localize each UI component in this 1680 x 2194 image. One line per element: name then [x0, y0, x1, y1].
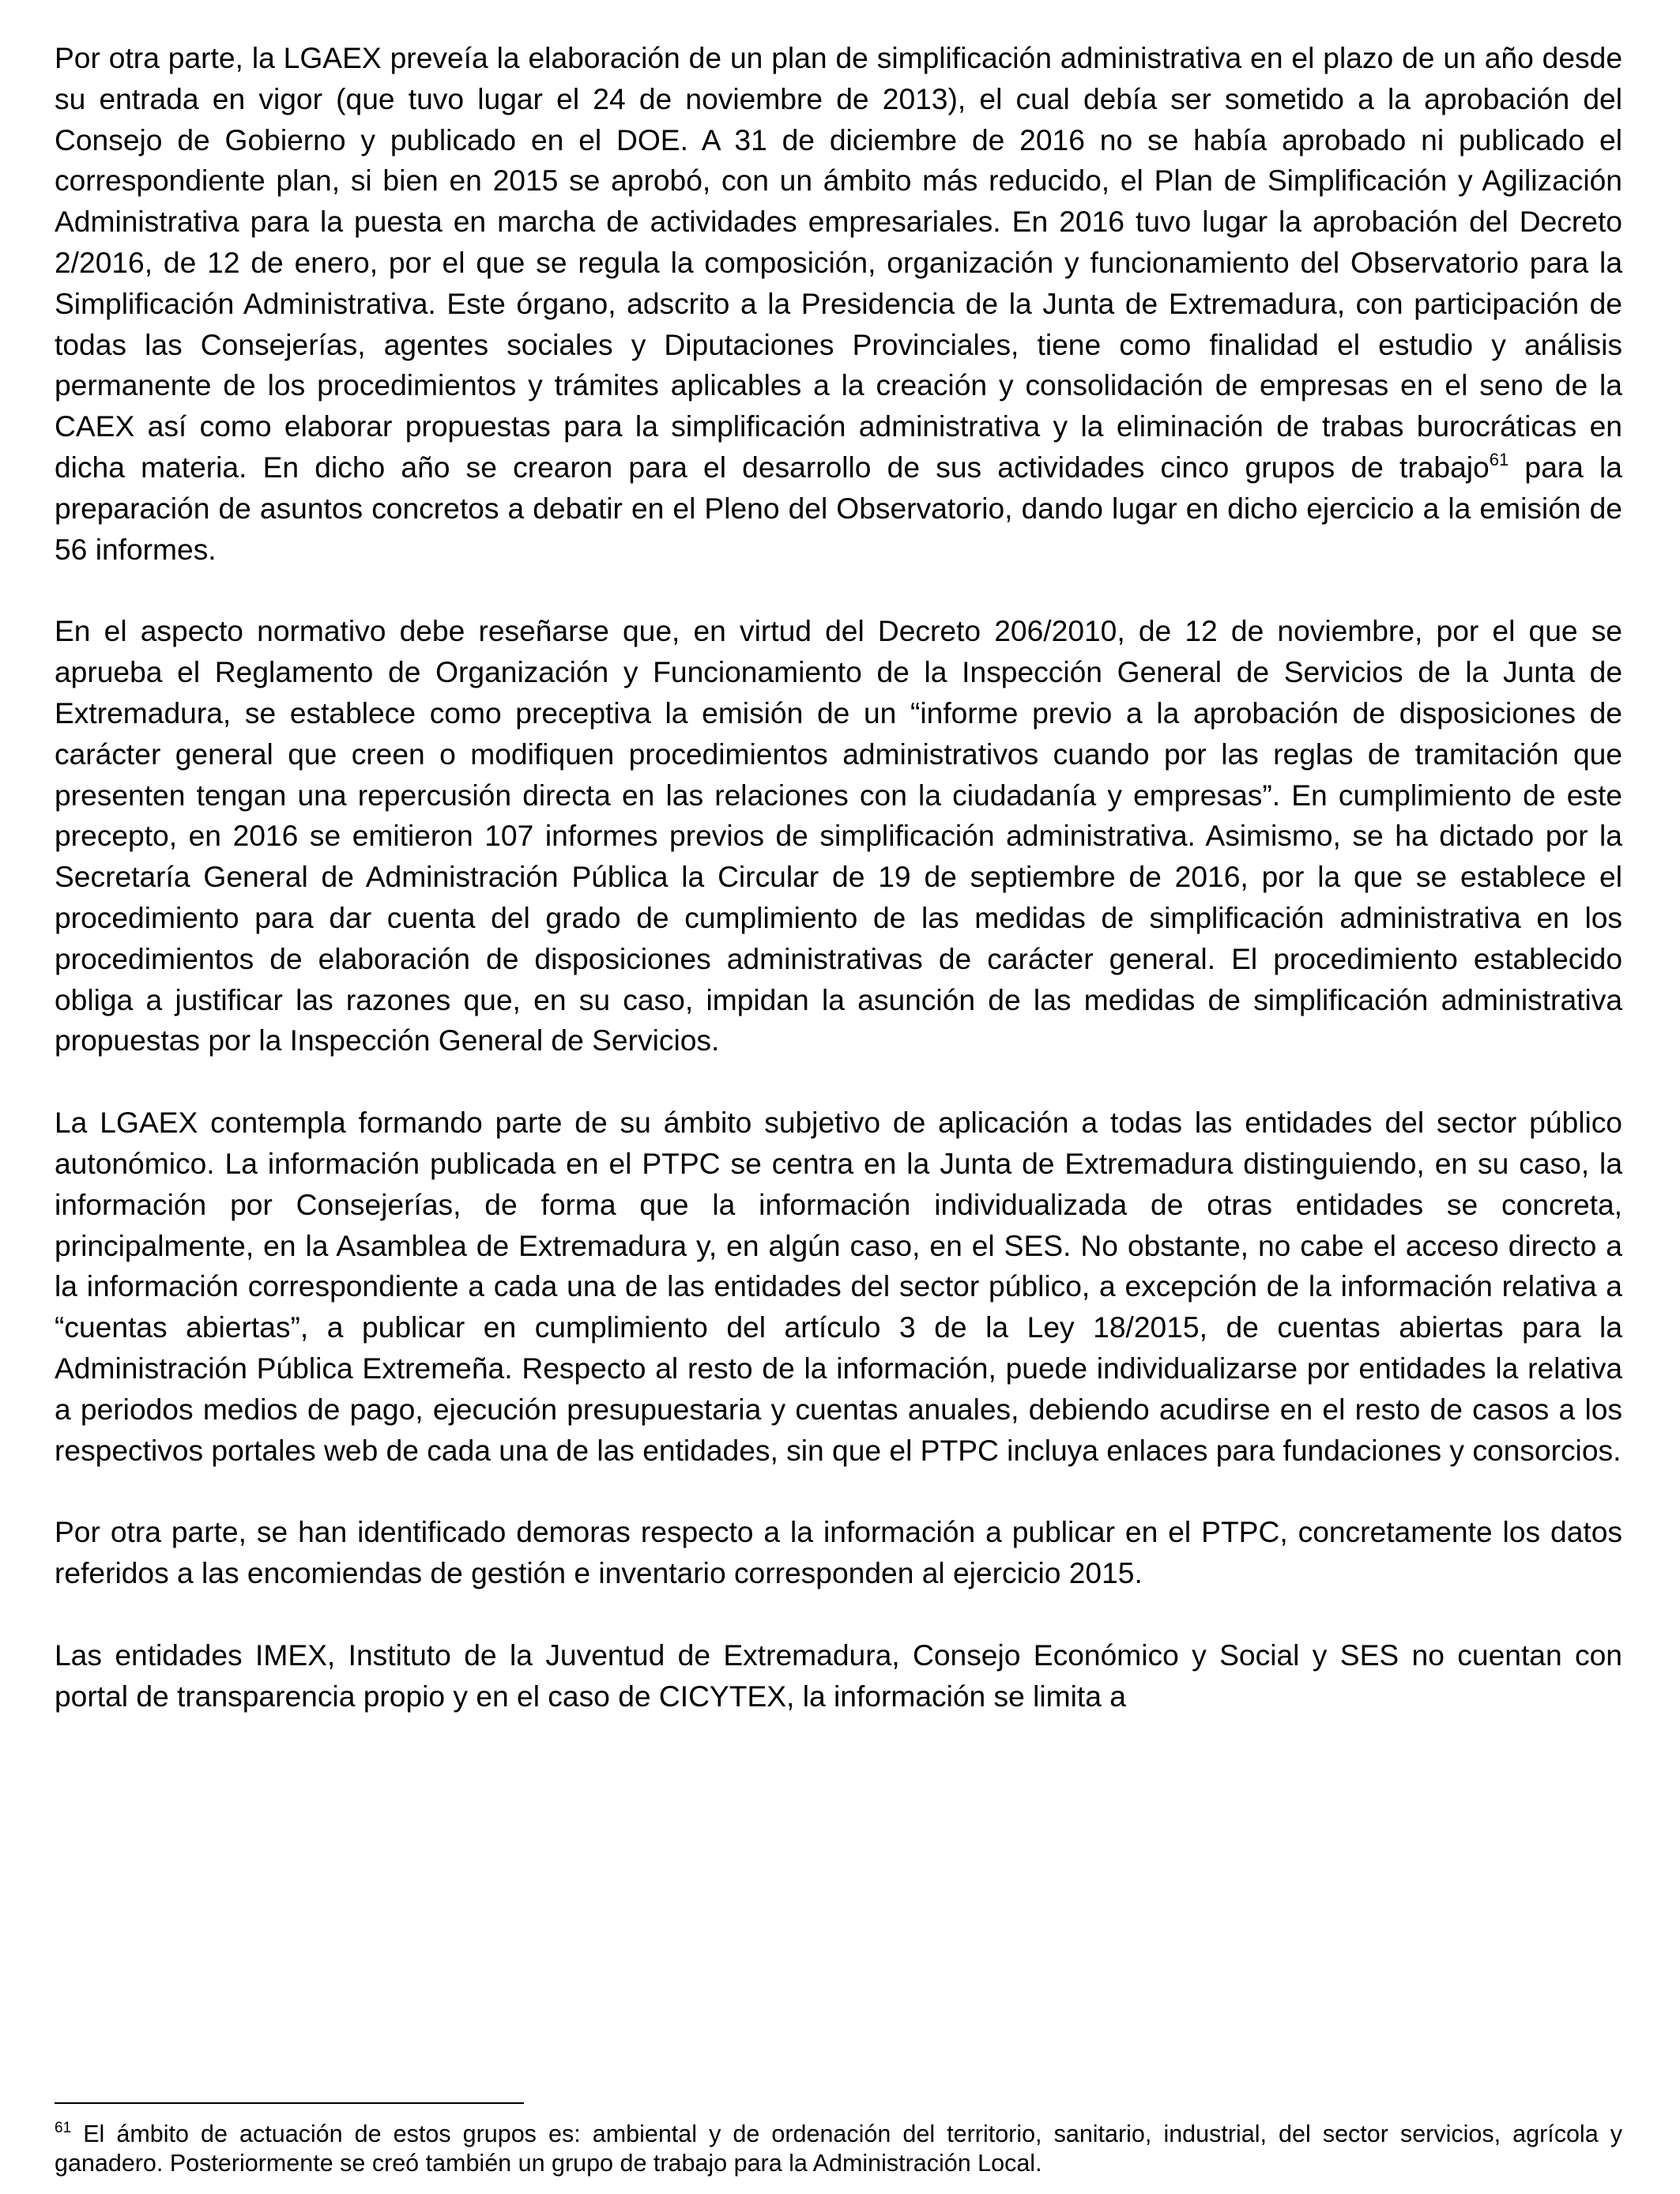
paragraph-text: para la preparación de asuntos concretos a debatir en el Pleno del Observatorio, dando lugar en dicho ejercicio a la emisión de 56 informes.	[55, 450, 1622, 566]
footnote-text: El ámbito de actuación de estos grupos es: ambiental y de ordenación del territorio, sanitario, industrial, del sector servicios, agrícola y ganadero. Posteriormente se creó también un grupo de trabajo para la Administración Local.	[55, 2120, 1622, 2177]
paragraph-text: Por otra parte, la LGAEX preveía la elaboración de un plan de simplificación administrativa en el plazo de un año desde su entrada en vigor (que tuvo lugar el 24 de noviembre de 2013), el cual debía ser sometido a la aprobación del Consejo de Gobierno y publicado en el DOE. A 31 de diciembre de 2016 no se había aprobado ni publicado el correspondiente plan, si bien en 2015 se aprobó, con un ámbito más reducido, el Plan de Simplificación y Agilización Administrativa para la puesta en marcha de actividades empresariales. En 2016 tuvo lugar la aprobación del Decreto 2/2016, de 12 de enero, por el que se regula la composición, organización y funcionamiento del Observatorio para la Simplificación Administrativa. Este órgano, adscrito a la Presidencia de la Junta de Extremadura, con participación de todas las Consejerías, agentes sociales y Diputaciones Provinciales, tiene como finalidad el estudio y análisis permanente de los procedimientos y trámites aplicables a la creación y consolidación de empresas en el seno de la CAEX así como elaborar propuestas para la simplificación administrativa y la eliminación de trabas burocráticas en dicha materia. En dicho año se crearon para el desarrollo de sus actividades cinco grupos de trabajo	[55, 41, 1622, 484]
footnote-separator	[55, 2102, 524, 2104]
paragraph-normative-aspect: En el aspecto normativo debe reseñarse que, en virtud del Decreto 206/2010, de 12 de noviembre, por el que se aprueba el Reglamento de Organización y Funcionamiento de la Inspección General de Servicios de la Junta de Extremadura, se establece como preceptiva la emisión de un “informe previo a la aprobación de disposiciones de carácter general que creen o modifiquen procedimientos administrativos cuando por las reglas de tramitación que presenten tengan una repercusión directa en las relaciones con la ciudadanía y empresas”. En cumplimiento de este precepto, en 2016 se emitieron 107 informes previos de simplificación administrativa. Asimismo, se ha dictado por la Secretaría General de Administración Pública la Circular de 19 de septiembre de 2016, por la que se establece el procedimiento para dar cuenta del grado de cumplimiento de las medidas de simplificación administrativa en los procedimientos de elaboración de disposiciones administrativas de carácter general. El procedimiento establecido obliga a justificar las razones que, en su caso, impidan la asunción de las medidas de simplificación administrativa propuestas por la Inspección General de Servicios.	[55, 614, 1622, 1057]
paragraph-transparency-portals: Las entidades IMEX, Instituto de la Juventud de Extremadura, Consejo Económico y Social y SES no cuentan con portal de transparencia propio y en el caso de CICYTEX, la información se limita a	[55, 1638, 1622, 1713]
footnote	[55, 2120, 1622, 2178]
footnote-reference: 61	[1489, 449, 1509, 469]
footnote-mark: 61	[55, 2120, 72, 2136]
paragraph-simplification-plan	[55, 38, 1622, 570]
paragraph-publication-delays: Por otra parte, se han identificado demoras respecto a la información a publicar en el PTPC, concretamente los datos referidos a las encomiendas de gestión e inventario corresponden al ejercicio 2015.	[55, 1515, 1622, 1590]
document-body	[55, 38, 1622, 1717]
paragraph-subjective-scope: La LGAEX contempla formando parte de su ámbito subjetivo de aplicación a todas las entidades del sector público autonómico. La información publicada en el PTPC se centra en la Junta de Extremadura distinguiendo, en su caso, la información por Consejerías, de forma que la información individualizada de otras entidades se concreta, principalmente, en la Asamblea de Extremadura y, en algún caso, en el SES. No obstante, no cabe el acceso directo a la información correspondiente a cada una de las entidades del sector público, a excepción de la información relativa a “cuentas abiertas”, a publicar en cumplimiento del artículo 3 de la Ley 18/2015, de cuentas abiertas para la Administración Pública Extremeña. Respecto al resto de la información, puede individualizarse por entidades la relativa a periodos medios de pago, ejecución presupuestaria y cuentas anuales, debiendo acudirse en el resto de casos a los respectivos portales web de cada una de las entidades, sin que el PTPC incluya enlaces para fundaciones y consorcios.	[55, 1106, 1622, 1467]
